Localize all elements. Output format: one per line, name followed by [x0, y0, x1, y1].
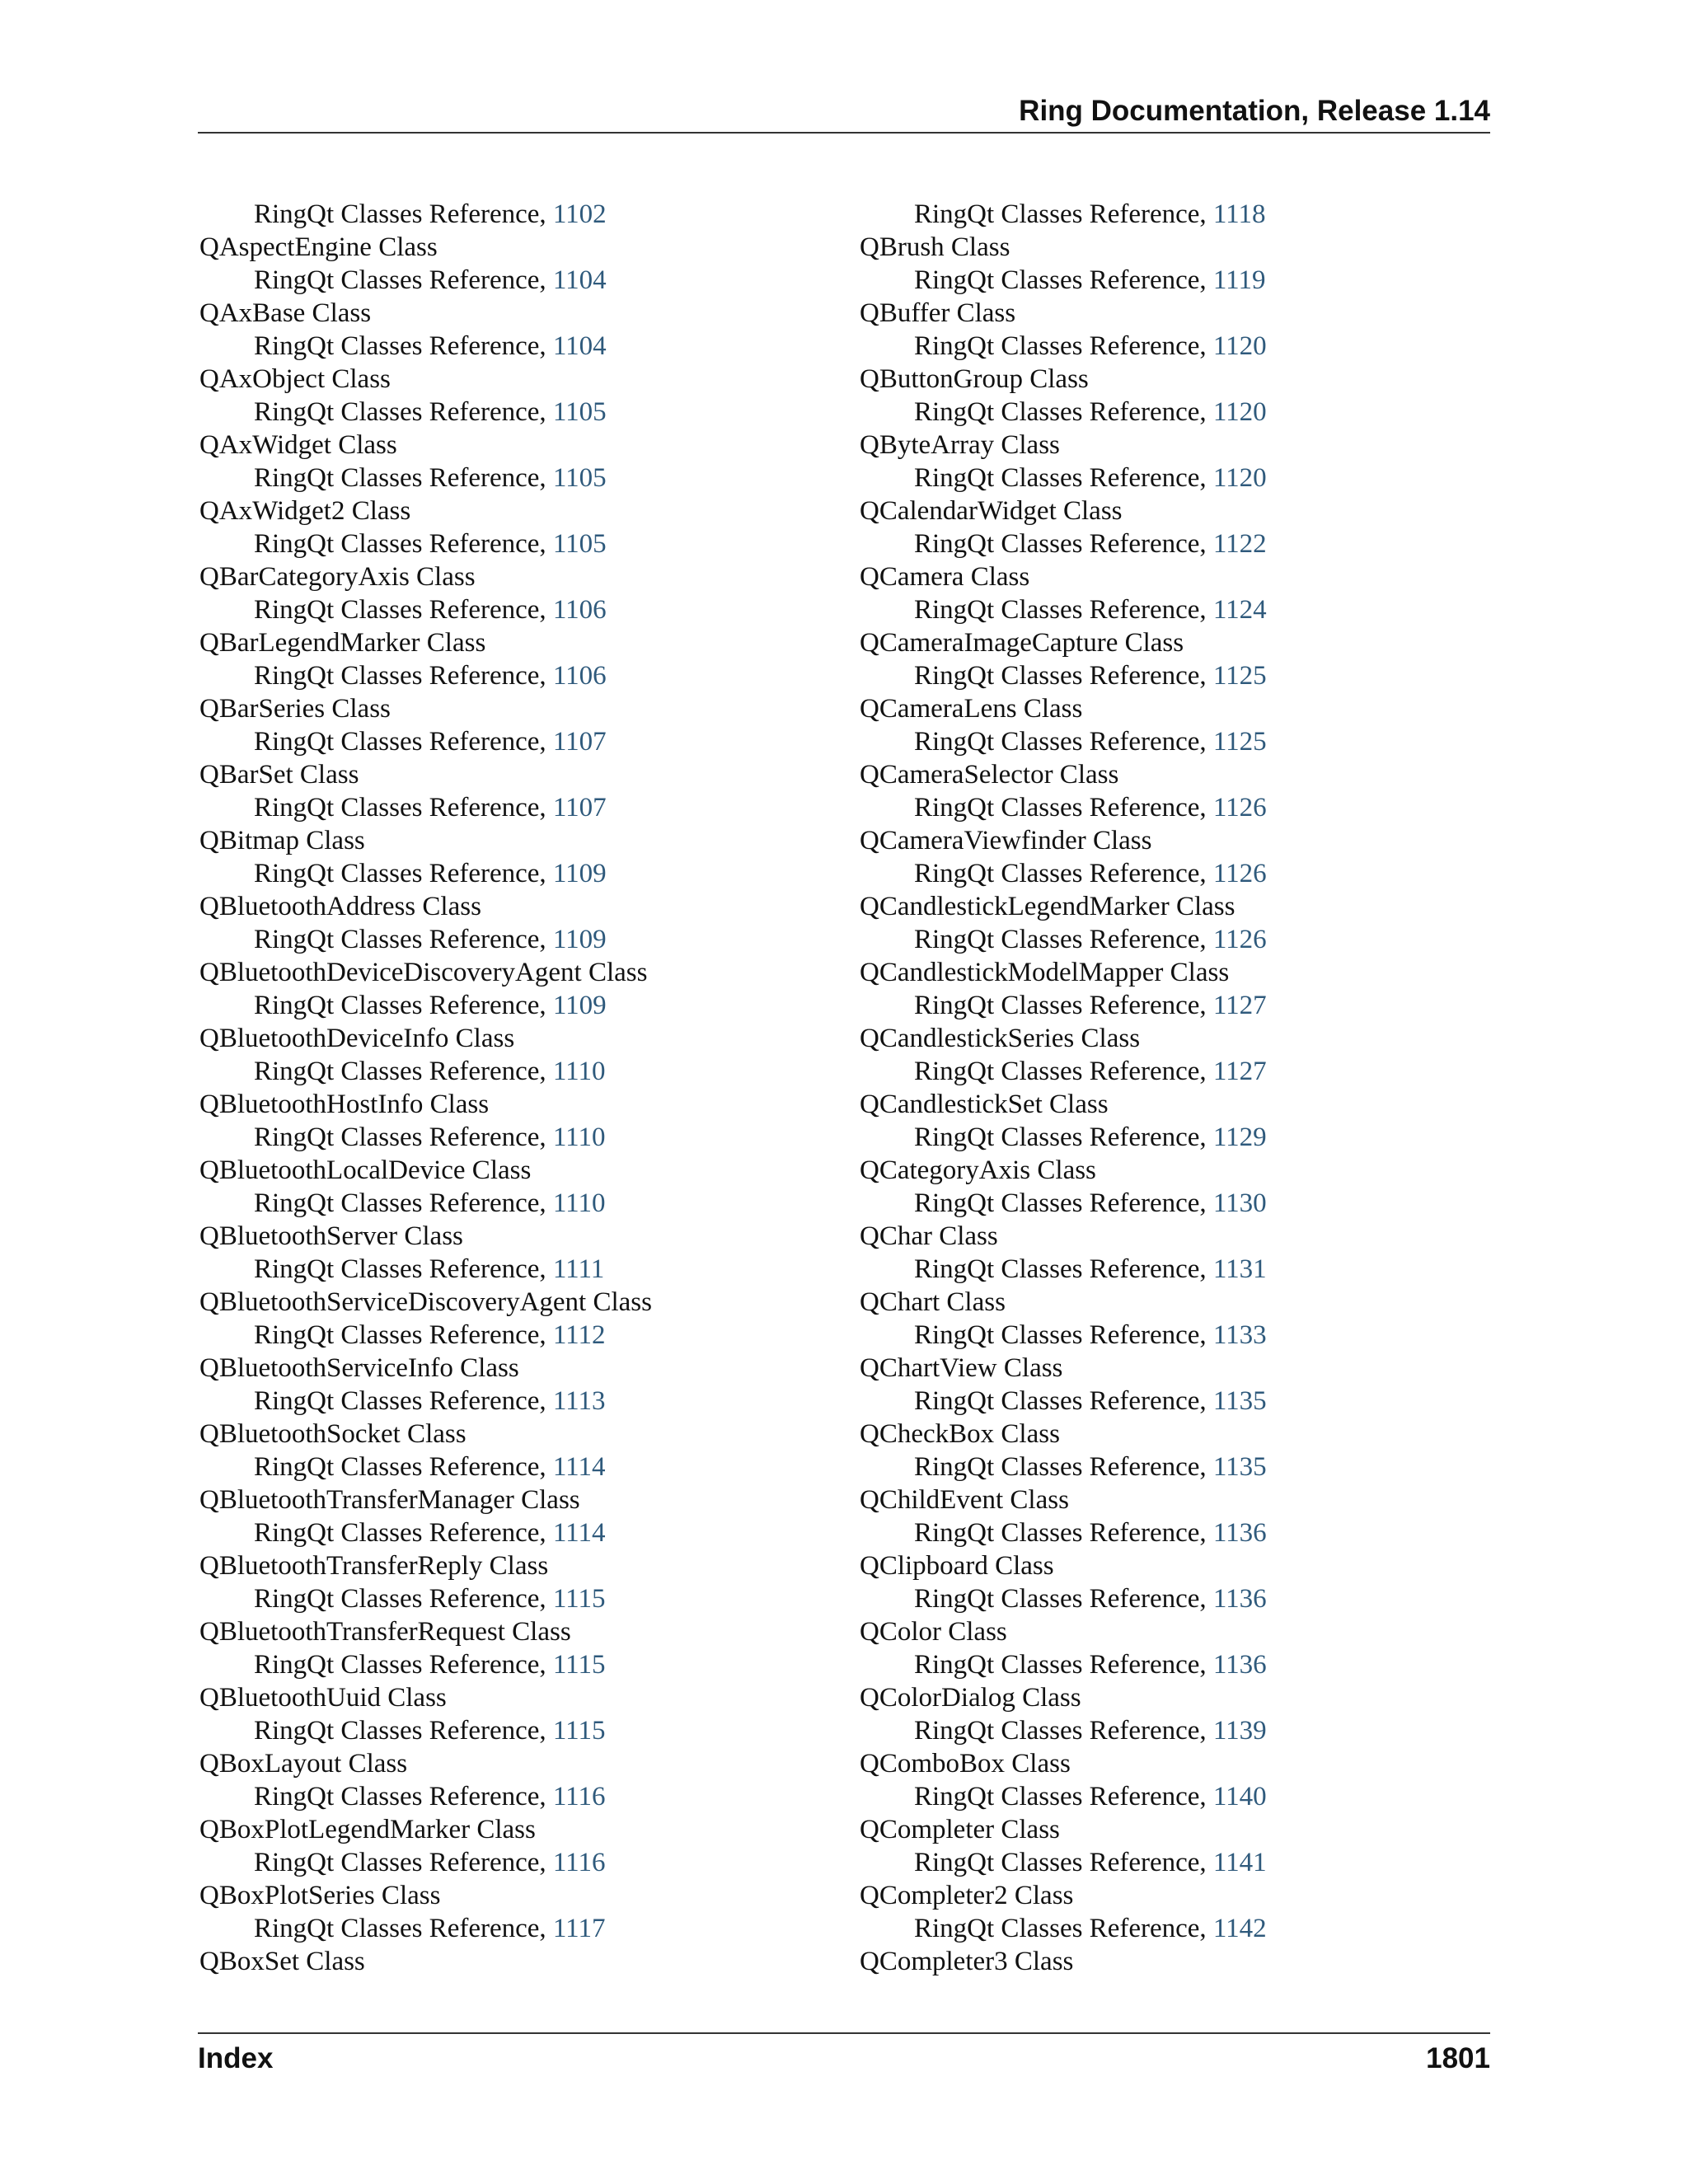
subentry-label: RingQt Classes Reference,	[914, 529, 1213, 559]
subentry-label: RingQt Classes Reference,	[914, 925, 1213, 954]
index-subentry	[860, 1253, 1503, 1286]
index-subentry	[860, 659, 1503, 692]
subentry-label: RingQt Classes Reference,	[254, 1584, 553, 1614]
page-link[interactable]: 1110	[552, 1122, 606, 1152]
index-entry: QCameraSelector Class	[860, 760, 1119, 790]
subentry-label: RingQt Classes Reference,	[914, 595, 1213, 625]
index-subentry	[860, 1385, 1503, 1418]
index-subentry	[199, 462, 842, 494]
index-column-right	[860, 198, 1503, 1978]
page-link[interactable]: 1141	[1212, 1848, 1267, 1877]
index-entry: QBrush Class	[860, 232, 1010, 262]
page-link[interactable]: 1133	[1212, 1320, 1267, 1350]
index-entry: QBluetoothTransferReply Class	[199, 1551, 549, 1581]
index-subentry	[860, 1055, 1503, 1088]
page-link[interactable]: 1135	[1212, 1386, 1267, 1416]
index-entry: QBluetoothServiceDiscoveryAgent Class	[199, 1287, 652, 1317]
page-link[interactable]: 1131	[1212, 1254, 1267, 1284]
page-link[interactable]: 1109	[552, 991, 607, 1020]
index-entry: QCameraViewfinder Class	[860, 826, 1152, 855]
subentry-label: RingQt Classes Reference,	[254, 793, 553, 823]
subentry-label: RingQt Classes Reference,	[254, 991, 553, 1020]
index-entry: QCandlestickSeries Class	[860, 1024, 1141, 1053]
index-subentry	[860, 857, 1503, 890]
page-link[interactable]: 1125	[1212, 661, 1267, 691]
page-link[interactable]: 1114	[552, 1518, 606, 1548]
page-link[interactable]: 1129	[1212, 1122, 1267, 1152]
subentry-label: RingQt Classes Reference,	[914, 1782, 1213, 1811]
subentry-label: RingQt Classes Reference,	[914, 331, 1213, 361]
page-link[interactable]: 1105	[552, 397, 607, 427]
subentry-label: RingQt Classes Reference,	[914, 1518, 1213, 1548]
index-subentry	[199, 1516, 842, 1549]
page-link[interactable]: 1130	[1212, 1188, 1267, 1218]
subentry-label: RingQt Classes Reference,	[254, 529, 553, 559]
index-subentry	[860, 1780, 1503, 1813]
subentry-label: RingQt Classes Reference,	[254, 661, 553, 691]
index-entry: QBluetoothServiceInfo Class	[199, 1353, 519, 1383]
page-link[interactable]: 1118	[1212, 199, 1266, 229]
page-link[interactable]: 1120	[1212, 331, 1267, 361]
subentry-label: RingQt Classes Reference,	[914, 1452, 1213, 1482]
page-link[interactable]: 1125	[1212, 727, 1267, 757]
index-subentry	[860, 396, 1503, 429]
page-footer	[198, 2032, 1490, 2083]
page-link[interactable]: 1111	[552, 1254, 605, 1284]
index-subentry	[199, 593, 842, 626]
subentry-label: RingQt Classes Reference,	[254, 463, 553, 493]
subentry-label: RingQt Classes Reference,	[254, 1716, 553, 1746]
subentry-label: RingQt Classes Reference,	[254, 925, 553, 954]
index-subentry	[199, 725, 842, 758]
page-link[interactable]: 1115	[552, 1650, 606, 1680]
index-entry: QBoxLayout Class	[199, 1749, 408, 1779]
index-entry: QAxBase Class	[199, 298, 372, 328]
page-link[interactable]: 1120	[1212, 397, 1267, 427]
page-link[interactable]: 1117	[552, 1914, 606, 1943]
index-subentry	[860, 1714, 1503, 1747]
index-entry: QBluetoothLocalDevice Class	[199, 1155, 532, 1185]
index-entry: QBuffer Class	[860, 298, 1016, 328]
page-link[interactable]: 1115	[552, 1716, 606, 1746]
index-entry: QBarSeries Class	[199, 694, 391, 724]
index-subentry	[860, 1846, 1503, 1879]
index-entry: QBarCategoryAxis Class	[199, 562, 476, 592]
subentry-label: RingQt Classes Reference,	[914, 727, 1213, 757]
index-entry: QByteArray Class	[860, 430, 1060, 460]
page-link[interactable]: 1140	[1212, 1782, 1267, 1811]
page-link[interactable]: 1109	[552, 859, 607, 888]
index-subentry	[199, 330, 842, 363]
index-entry: QBarSet Class	[199, 760, 359, 790]
index-subentry	[199, 1846, 842, 1879]
page-link[interactable]: 1104	[552, 331, 607, 361]
subentry-label: RingQt Classes Reference,	[914, 199, 1213, 229]
index-subentry	[199, 1582, 842, 1615]
subentry-label: RingQt Classes Reference,	[254, 1320, 553, 1350]
page-link[interactable]: 1106	[552, 661, 607, 691]
index-entry: QAxObject Class	[199, 364, 391, 394]
page-link[interactable]: 1126	[1212, 793, 1267, 823]
index-entry: QCandlestickSet Class	[860, 1090, 1109, 1119]
index-entry: QComboBox Class	[860, 1749, 1071, 1779]
index-entry: QChartView Class	[860, 1353, 1063, 1383]
index-subentry	[199, 1253, 842, 1286]
subentry-label: RingQt Classes Reference,	[254, 265, 553, 295]
page-link[interactable]: 1126	[1212, 925, 1267, 954]
index-subentry	[199, 1714, 842, 1747]
index-subentry	[199, 527, 842, 560]
subentry-label: RingQt Classes Reference,	[914, 859, 1213, 888]
page-link[interactable]: 1124	[1212, 595, 1267, 625]
subentry-label: RingQt Classes Reference,	[914, 661, 1213, 691]
index-subentry	[199, 1055, 842, 1088]
index-entry: QCheckBox Class	[860, 1419, 1060, 1449]
page-link[interactable]: 1102	[552, 199, 607, 229]
subentry-label: RingQt Classes Reference,	[254, 1782, 553, 1811]
index-entry: QCompleter2 Class	[860, 1881, 1074, 1910]
index-subentry	[860, 527, 1503, 560]
index-entry: QChildEvent Class	[860, 1485, 1069, 1515]
page-link[interactable]: 1126	[1212, 859, 1267, 888]
subentry-label: RingQt Classes Reference,	[254, 199, 553, 229]
page-header	[198, 91, 1490, 134]
index-subentry	[860, 791, 1503, 824]
index-subentry	[860, 1121, 1503, 1154]
index-subentry	[199, 1319, 842, 1352]
subentry-label: RingQt Classes Reference,	[254, 1452, 553, 1482]
subentry-label: RingQt Classes Reference,	[254, 1518, 553, 1548]
index-entry: QAspectEngine Class	[199, 232, 438, 262]
subentry-label: RingQt Classes Reference,	[254, 1057, 553, 1086]
index-column-left	[199, 198, 842, 1978]
page-link[interactable]: 1107	[552, 793, 607, 823]
page-link[interactable]: 1135	[1212, 1452, 1267, 1482]
index-subentry	[199, 264, 842, 297]
index-entry: QAxWidget2 Class	[199, 496, 411, 526]
index-subentry	[199, 1187, 842, 1220]
index-entry: QBluetoothHostInfo Class	[199, 1090, 490, 1119]
document-title: Ring Documentation, Release 1.14	[1019, 95, 1490, 127]
page-link[interactable]: 1136	[1212, 1650, 1267, 1680]
index-entry: QBluetoothSocket Class	[199, 1419, 467, 1449]
index-entry: QAxWidget Class	[199, 430, 397, 460]
index-subentry	[860, 462, 1503, 494]
index-entry: QCompleter Class	[860, 1815, 1060, 1844]
page-link[interactable]: 1127	[1212, 1057, 1267, 1086]
page-link[interactable]: 1110	[552, 1057, 606, 1086]
index-subentry	[199, 1121, 842, 1154]
index-entry: QButtonGroup Class	[860, 364, 1089, 394]
subentry-label: RingQt Classes Reference,	[914, 1848, 1213, 1877]
index-entry: QBluetoothServer Class	[199, 1221, 463, 1251]
subentry-label: RingQt Classes Reference,	[914, 397, 1213, 427]
subentry-label: RingQt Classes Reference,	[254, 727, 553, 757]
index-subentry	[860, 725, 1503, 758]
subentry-label: RingQt Classes Reference,	[914, 1057, 1213, 1086]
index-subentry	[199, 1780, 842, 1813]
subentry-label: RingQt Classes Reference,	[914, 1584, 1213, 1614]
index-subentry	[860, 198, 1503, 231]
index-entry: QBluetoothDeviceDiscoveryAgent Class	[199, 958, 648, 987]
subentry-label: RingQt Classes Reference,	[914, 1716, 1213, 1746]
index-entry: QColorDialog Class	[860, 1683, 1081, 1713]
subentry-label: RingQt Classes Reference,	[254, 595, 553, 625]
index-entry: QCameraImageCapture Class	[860, 628, 1184, 658]
subentry-label: RingQt Classes Reference,	[914, 1650, 1213, 1680]
index-entry: QBluetoothTransferRequest Class	[199, 1617, 571, 1647]
subentry-label: RingQt Classes Reference,	[254, 1650, 553, 1680]
subentry-label: RingQt Classes Reference,	[254, 1122, 553, 1152]
index-subentry	[860, 1187, 1503, 1220]
page-link[interactable]: 1120	[1212, 463, 1267, 493]
page-link[interactable]: 1112	[552, 1320, 606, 1350]
index-subentry	[199, 1451, 842, 1483]
page-link[interactable]: 1136	[1212, 1584, 1267, 1614]
page-link[interactable]: 1115	[552, 1584, 606, 1614]
index-entry: QBluetoothDeviceInfo Class	[199, 1024, 515, 1053]
subentry-label: RingQt Classes Reference,	[914, 991, 1213, 1020]
index-subentry	[199, 791, 842, 824]
subentry-label: RingQt Classes Reference,	[914, 463, 1213, 493]
index-entry: QBoxPlotSeries Class	[199, 1881, 441, 1910]
index-entry: QChar Class	[860, 1221, 998, 1251]
index-subentry	[199, 923, 842, 956]
index-subentry	[860, 593, 1503, 626]
index-entry: QBitmap Class	[199, 826, 365, 855]
index-entry: QBluetoothUuid Class	[199, 1683, 447, 1713]
index-subentry	[199, 1385, 842, 1418]
page-link[interactable]: 1114	[552, 1452, 606, 1482]
index-subentry	[199, 659, 842, 692]
subentry-label: RingQt Classes Reference,	[914, 1188, 1213, 1218]
index-entry: QCategoryAxis Class	[860, 1155, 1096, 1185]
page-link[interactable]: 1110	[552, 1188, 606, 1218]
subentry-label: RingQt Classes Reference,	[254, 1386, 553, 1416]
index-subentry	[860, 1319, 1503, 1352]
page-link[interactable]: 1136	[1212, 1518, 1267, 1548]
page-link[interactable]: 1107	[552, 727, 607, 757]
footer-section-label: Index	[198, 2042, 274, 2074]
index-subentry	[860, 1648, 1503, 1681]
index-entry: QCalendarWidget Class	[860, 496, 1123, 526]
subentry-label: RingQt Classes Reference,	[254, 1848, 553, 1877]
subentry-label: RingQt Classes Reference,	[914, 1386, 1213, 1416]
subentry-label: RingQt Classes Reference,	[914, 1914, 1213, 1943]
page-link[interactable]: 1122	[1212, 529, 1267, 559]
page-link[interactable]: 1116	[552, 1782, 606, 1811]
page-link[interactable]: 1105	[552, 463, 607, 493]
index-entry: QCandlestickLegendMarker Class	[860, 892, 1236, 921]
page-link[interactable]: 1139	[1212, 1716, 1267, 1746]
subentry-label: RingQt Classes Reference,	[254, 331, 553, 361]
page-number: 1801	[1426, 2042, 1490, 2074]
index-subentry	[199, 396, 842, 429]
subentry-label: RingQt Classes Reference,	[254, 1914, 553, 1943]
page-link[interactable]: 1119	[1212, 265, 1266, 295]
subentry-label: RingQt Classes Reference,	[914, 1320, 1213, 1350]
index-entry: QCamera Class	[860, 562, 1030, 592]
index-subentry	[860, 1516, 1503, 1549]
index-entry: QBluetoothTransferManager Class	[199, 1485, 580, 1515]
index-entry: QBarLegendMarker Class	[199, 628, 486, 658]
page-link[interactable]: 1142	[1212, 1914, 1267, 1943]
index-subentry	[199, 857, 842, 890]
page-link[interactable]: 1116	[552, 1848, 606, 1877]
page-link[interactable]: 1127	[1212, 991, 1267, 1020]
index-subentry	[860, 1912, 1503, 1945]
page-link[interactable]: 1104	[552, 265, 607, 295]
index-subentry	[199, 1648, 842, 1681]
index-entry: QChart Class	[860, 1287, 1006, 1317]
index-entry: QClipboard Class	[860, 1551, 1054, 1581]
subentry-label: RingQt Classes Reference,	[254, 397, 553, 427]
index-subentry	[860, 923, 1503, 956]
index-entry: QCameraLens Class	[860, 694, 1083, 724]
subentry-label: RingQt Classes Reference,	[254, 1188, 553, 1218]
index-entry: QColor Class	[860, 1617, 1007, 1647]
index-subentry	[860, 1582, 1503, 1615]
index-subentry	[860, 330, 1503, 363]
index-subentry	[860, 989, 1503, 1022]
subentry-label: RingQt Classes Reference,	[914, 793, 1213, 823]
index-subentry	[199, 198, 842, 231]
index-entry: QCompleter3 Class	[860, 1947, 1074, 1976]
subentry-label: RingQt Classes Reference,	[914, 265, 1213, 295]
index-entry: QBluetoothAddress Class	[199, 892, 481, 921]
index-subentry	[860, 1451, 1503, 1483]
index-entry: QBoxPlotLegendMarker Class	[199, 1815, 536, 1844]
index-entry: QBoxSet Class	[199, 1947, 365, 1976]
index-subentry	[199, 1912, 842, 1945]
index-subentry	[199, 989, 842, 1022]
page-link[interactable]: 1109	[552, 925, 607, 954]
page-link[interactable]: 1105	[552, 529, 607, 559]
index-subentry	[860, 264, 1503, 297]
index-entry: QCandlestickModelMapper Class	[860, 958, 1230, 987]
subentry-label: RingQt Classes Reference,	[254, 859, 553, 888]
subentry-label: RingQt Classes Reference,	[914, 1122, 1213, 1152]
subentry-label: RingQt Classes Reference,	[254, 1254, 553, 1284]
subentry-label: RingQt Classes Reference,	[914, 1254, 1213, 1284]
page-link[interactable]: 1113	[552, 1386, 606, 1416]
page-link[interactable]: 1106	[552, 595, 607, 625]
